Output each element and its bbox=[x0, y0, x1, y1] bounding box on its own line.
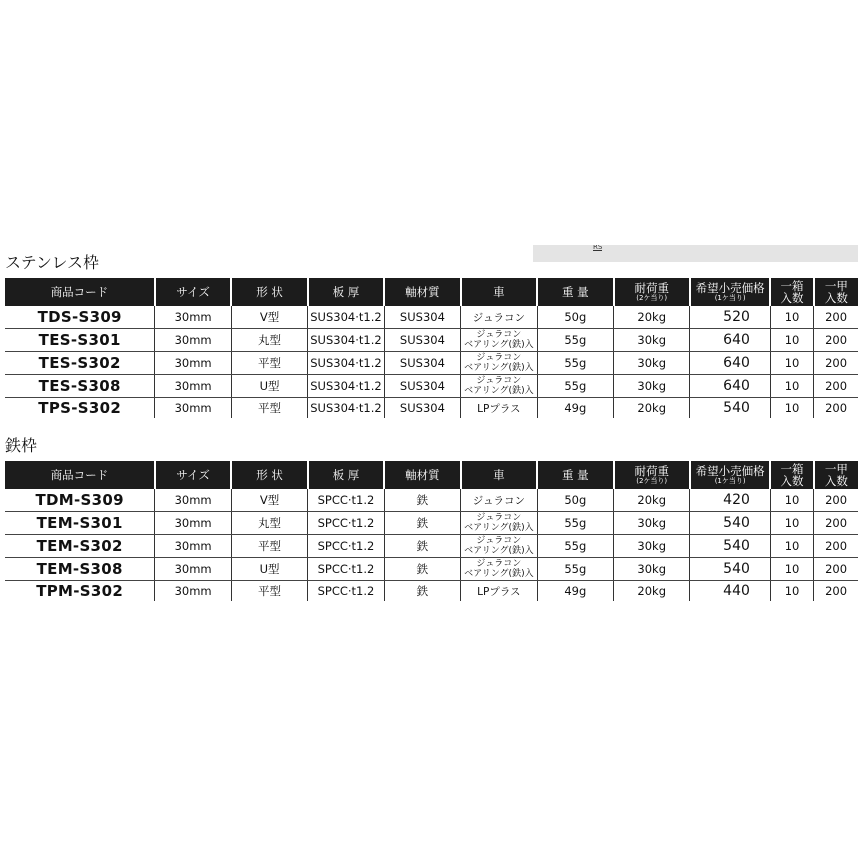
cell-shape: 平型 bbox=[231, 535, 307, 558]
cell-code: TPM-S302 bbox=[36, 582, 124, 600]
wheel-line1: ジュラコン bbox=[476, 535, 522, 546]
header-shape: 形 状 bbox=[231, 461, 307, 489]
cell-code: TES-S308 bbox=[5, 375, 155, 398]
cell-case-qty: 200 bbox=[814, 352, 858, 375]
cell-plate-thickness: SUS304·t1.2 bbox=[308, 306, 384, 329]
cell-case-qty: 200 bbox=[814, 375, 858, 398]
header-case bbox=[814, 278, 858, 306]
cell-plate-thickness: SPCC·t1.2 bbox=[308, 535, 384, 558]
cell-price: 520 bbox=[690, 306, 770, 329]
cell-price: 640 bbox=[690, 352, 770, 375]
header-shaft: 軸材質 bbox=[384, 278, 460, 306]
header-code: 商品コード bbox=[5, 461, 155, 489]
header-load bbox=[614, 278, 690, 306]
cell-case-qty: 200 bbox=[814, 535, 858, 558]
cell-code: TEM-S302 bbox=[5, 535, 155, 558]
header-size: サイズ bbox=[155, 461, 231, 489]
cell-shape: V型 bbox=[231, 306, 307, 329]
cell-load: 20kg bbox=[614, 398, 690, 419]
cell-case-qty: 200 bbox=[814, 329, 858, 352]
header-shaft: 軸材質 bbox=[384, 461, 460, 489]
cell-box-qty: 10 bbox=[770, 329, 813, 352]
header-price-label: 希望小売価格 bbox=[695, 464, 765, 478]
cell-shaft-material: 鉄 bbox=[384, 558, 460, 581]
header-box-label: 一箱 bbox=[780, 279, 804, 293]
cell-wheel: LPプラス bbox=[461, 398, 537, 419]
header-box-label: 一箱 bbox=[780, 462, 804, 476]
cell-wheel bbox=[461, 352, 537, 375]
cell-code: TEM-S301 bbox=[5, 512, 155, 535]
cell-load: 20kg bbox=[614, 581, 690, 602]
steel-header-row bbox=[5, 461, 858, 489]
wheel-line2: ベアリング(鉄)入 bbox=[464, 568, 534, 579]
table-row bbox=[5, 535, 858, 558]
header-case-label: 一甲 bbox=[824, 279, 848, 293]
cell-weight: 55g bbox=[537, 352, 613, 375]
cell-plate-thickness: SUS304·t1.2 bbox=[308, 352, 384, 375]
header-wheel: 車 bbox=[461, 278, 537, 306]
wheel-line1: ジュラコン bbox=[476, 329, 522, 340]
cell-size: 30mm bbox=[155, 535, 231, 558]
header-load-label: 耐荷重 bbox=[634, 281, 669, 295]
table-row bbox=[5, 581, 858, 602]
cell-code: TES-S302 bbox=[5, 352, 155, 375]
cell-size: 30mm bbox=[155, 512, 231, 535]
cell-shaft-material: SUS304 bbox=[384, 306, 460, 329]
cell-load: 20kg bbox=[614, 306, 690, 329]
cell-wheel bbox=[461, 329, 537, 352]
header-box-label2: 入数 bbox=[780, 474, 804, 488]
cell-shape: 平型 bbox=[231, 352, 307, 375]
table-row bbox=[5, 375, 858, 398]
cell-shaft-material: 鉄 bbox=[384, 512, 460, 535]
cell-case-qty: 200 bbox=[814, 306, 858, 329]
cell-size: 30mm bbox=[155, 352, 231, 375]
cell-plate-thickness: SPCC·t1.2 bbox=[308, 512, 384, 535]
header-size: サイズ bbox=[155, 278, 231, 306]
cell-plate-thickness: SPCC·t1.2 bbox=[308, 581, 384, 602]
cell-load: 30kg bbox=[614, 535, 690, 558]
cell-shaft-material: SUS304 bbox=[384, 375, 460, 398]
cell-plate-thickness: SUS304·t1.2 bbox=[308, 329, 384, 352]
table-row bbox=[5, 329, 858, 352]
wheel-line1: ジュラコン bbox=[476, 558, 522, 569]
cell-load: 30kg bbox=[614, 558, 690, 581]
cell-code: TPS-S302 bbox=[38, 399, 122, 417]
cell-shape: 丸型 bbox=[231, 329, 307, 352]
cell-case-qty: 200 bbox=[814, 512, 858, 535]
cell-price: 540 bbox=[690, 398, 770, 419]
cell-size: 30mm bbox=[155, 398, 231, 419]
wheel-line2: ベアリング(鉄)入 bbox=[464, 339, 534, 350]
cell-box-qty: 10 bbox=[770, 375, 813, 398]
cell-case-qty: 200 bbox=[814, 581, 858, 602]
cell-wheel: LPプラス bbox=[461, 581, 537, 602]
cell-code: TES-S301 bbox=[5, 329, 155, 352]
header-code: 商品コード bbox=[5, 278, 155, 306]
cell-wheel bbox=[461, 558, 537, 581]
header-price-label: 希望小売価格 bbox=[695, 281, 765, 295]
cell-box-qty: 10 bbox=[770, 489, 813, 512]
cell-shape: 丸型 bbox=[231, 512, 307, 535]
cell-load: 20kg bbox=[614, 489, 690, 512]
cell-size: 30mm bbox=[155, 375, 231, 398]
cell-shape: V型 bbox=[231, 489, 307, 512]
cell-shape: 平型 bbox=[231, 581, 307, 602]
header-case bbox=[814, 461, 858, 489]
cell-box-qty: 10 bbox=[770, 512, 813, 535]
cell-weight: 55g bbox=[537, 558, 613, 581]
cell-code: TDS-S309 bbox=[5, 306, 155, 329]
header-plate: 板 厚 bbox=[308, 278, 384, 306]
cell-shaft-material: 鉄 bbox=[384, 581, 460, 602]
cell-shape: U型 bbox=[231, 558, 307, 581]
stainless-spec-table bbox=[5, 278, 858, 418]
cell-shaft-material: 鉄 bbox=[384, 489, 460, 512]
cell-size: 30mm bbox=[155, 558, 231, 581]
table-row bbox=[5, 352, 858, 375]
cell-shape: 平型 bbox=[231, 398, 307, 419]
cell-wheel bbox=[461, 512, 537, 535]
cell-load: 30kg bbox=[614, 352, 690, 375]
cell-weight: 50g bbox=[537, 489, 613, 512]
header-case-label2: 入数 bbox=[824, 474, 848, 488]
table-row bbox=[5, 489, 858, 512]
cell-size: 30mm bbox=[155, 489, 231, 512]
grey-banner bbox=[533, 245, 858, 262]
header-load bbox=[614, 461, 690, 489]
wheel-line1: ジュラコン bbox=[476, 512, 522, 523]
cell-wheel bbox=[461, 375, 537, 398]
cell-case-qty: 200 bbox=[814, 558, 858, 581]
cell-weight: 49g bbox=[537, 398, 613, 419]
header-wheel: 車 bbox=[461, 461, 537, 489]
cell-code: TEM-S308 bbox=[5, 558, 155, 581]
cell-weight: 55g bbox=[537, 375, 613, 398]
cell-plate-thickness: SPCC·t1.2 bbox=[308, 489, 384, 512]
cell-code: TDM-S309 bbox=[5, 489, 155, 512]
banner-stub-text: RS bbox=[593, 245, 603, 251]
table-row bbox=[5, 512, 858, 535]
stainless-section-title: ステンレス枠 bbox=[5, 253, 100, 272]
cell-wheel: ジュラコン bbox=[461, 489, 537, 512]
header-box bbox=[770, 278, 813, 306]
cell-size: 30mm bbox=[155, 306, 231, 329]
cell-weight: 55g bbox=[537, 329, 613, 352]
cell-shape: U型 bbox=[231, 375, 307, 398]
wheel-line1: ジュラコン bbox=[476, 352, 522, 363]
cell-weight: 49g bbox=[537, 581, 613, 602]
cell-box-qty: 10 bbox=[770, 581, 813, 602]
cell-box-qty: 10 bbox=[770, 535, 813, 558]
cell-plate-thickness: SUS304·t1.2 bbox=[308, 375, 384, 398]
cell-price: 540 bbox=[690, 512, 770, 535]
cell-shaft-material: SUS304 bbox=[384, 329, 460, 352]
cell-price: 540 bbox=[690, 558, 770, 581]
wheel-line2: ベアリング(鉄)入 bbox=[464, 545, 534, 556]
header-price-sub: (1ケ当り) bbox=[714, 477, 746, 485]
cell-wheel: ジュラコン bbox=[461, 306, 537, 329]
header-load-label: 耐荷重 bbox=[634, 464, 669, 478]
cell-size: 30mm bbox=[155, 329, 231, 352]
header-box-label2: 入数 bbox=[780, 291, 804, 305]
cell-box-qty: 10 bbox=[770, 306, 813, 329]
header-case-label: 一甲 bbox=[824, 462, 848, 476]
table-row bbox=[5, 558, 858, 581]
cell-box-qty: 10 bbox=[770, 398, 813, 419]
cell-price: 440 bbox=[690, 581, 770, 602]
header-box bbox=[770, 461, 813, 489]
header-load-sub: (2ケ当り) bbox=[636, 294, 668, 302]
header-weight: 重 量 bbox=[537, 461, 613, 489]
steel-section-title: 鉄枠 bbox=[5, 436, 38, 455]
header-price-sub: (1ケ当り) bbox=[714, 294, 746, 302]
wheel-line2: ベアリング(鉄)入 bbox=[464, 362, 534, 373]
cell-case-qty: 200 bbox=[814, 398, 858, 419]
cell-weight: 55g bbox=[537, 512, 613, 535]
stainless-header-row bbox=[5, 278, 858, 306]
header-price bbox=[690, 278, 770, 306]
cell-price: 420 bbox=[690, 489, 770, 512]
cell-plate-thickness: SPCC·t1.2 bbox=[308, 558, 384, 581]
cell-price: 640 bbox=[690, 329, 770, 352]
cell-weight: 50g bbox=[537, 306, 613, 329]
cell-weight: 55g bbox=[537, 535, 613, 558]
cell-shaft-material: SUS304 bbox=[384, 398, 460, 419]
cell-size: 30mm bbox=[155, 581, 231, 602]
table-row bbox=[5, 306, 858, 329]
header-plate: 板 厚 bbox=[308, 461, 384, 489]
cell-load: 30kg bbox=[614, 375, 690, 398]
wheel-line2: ベアリング(鉄)入 bbox=[464, 385, 534, 396]
header-shape: 形 状 bbox=[231, 278, 307, 306]
cell-case-qty: 200 bbox=[814, 489, 858, 512]
cell-price: 640 bbox=[690, 375, 770, 398]
cell-box-qty: 10 bbox=[770, 558, 813, 581]
wheel-line1: ジュラコン bbox=[476, 375, 522, 386]
cell-box-qty: 10 bbox=[770, 352, 813, 375]
header-load-sub: (2ケ当り) bbox=[636, 477, 668, 485]
cell-shaft-material: SUS304 bbox=[384, 352, 460, 375]
cell-price: 540 bbox=[690, 535, 770, 558]
header-weight: 重 量 bbox=[537, 278, 613, 306]
cell-shaft-material: 鉄 bbox=[384, 535, 460, 558]
cell-plate-thickness: SUS304·t1.2 bbox=[308, 398, 384, 419]
header-case-label2: 入数 bbox=[824, 291, 848, 305]
cell-load: 30kg bbox=[614, 512, 690, 535]
cell-wheel bbox=[461, 535, 537, 558]
table-row bbox=[5, 398, 858, 419]
wheel-line2: ベアリング(鉄)入 bbox=[464, 522, 534, 533]
header-price bbox=[690, 461, 770, 489]
steel-spec-table bbox=[5, 461, 858, 601]
cell-load: 30kg bbox=[614, 329, 690, 352]
